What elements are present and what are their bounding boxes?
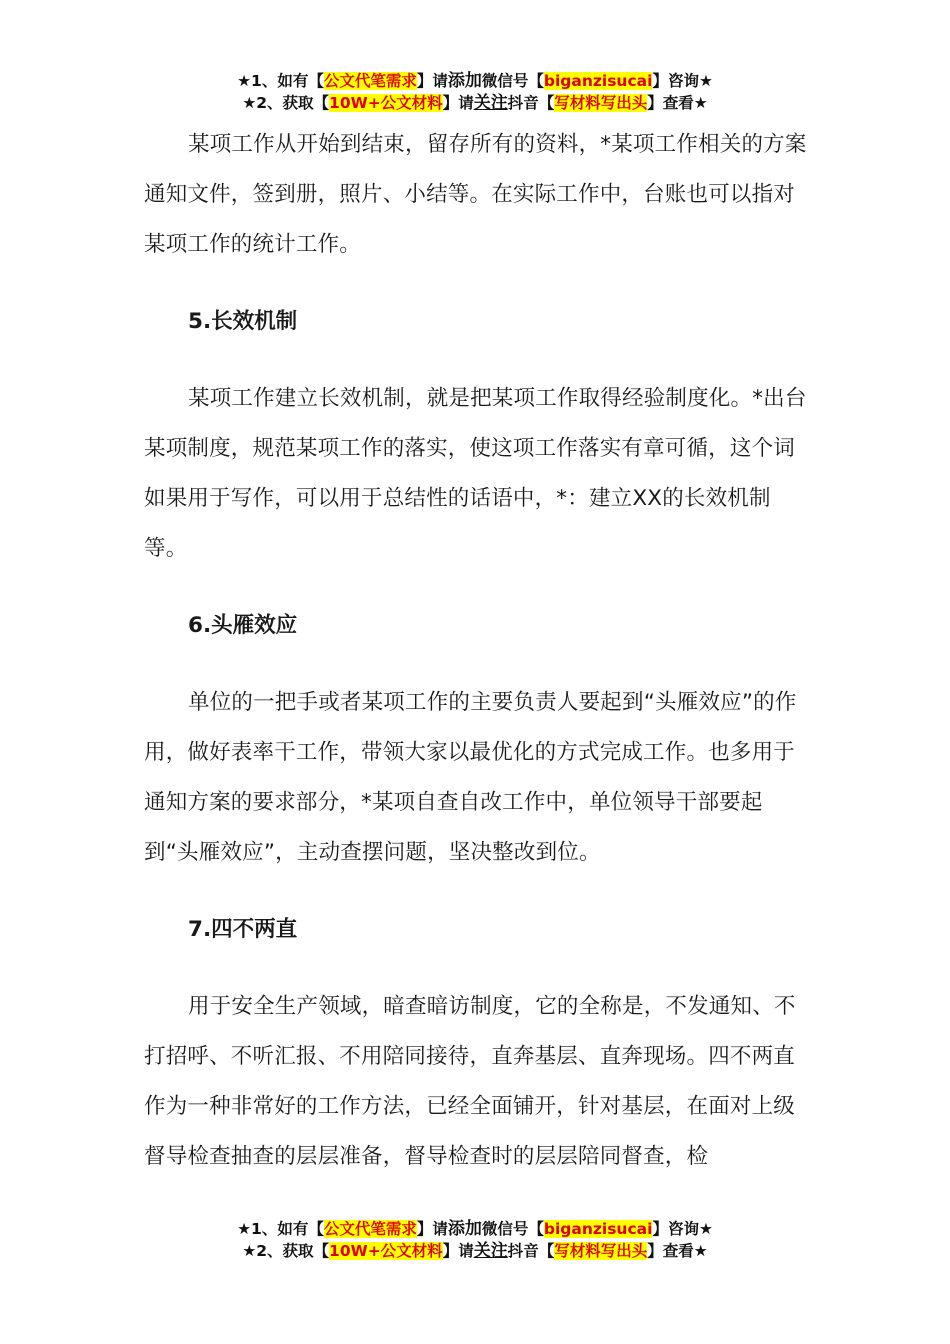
banner-text: ★2、获取【 [242,94,330,112]
banner-text: ★1、如有【 [237,72,324,90]
heading-6: 6.头雁效应 [188,613,298,638]
banner-line-1 [0,1218,950,1240]
banner-line-2 [0,92,950,114]
banner-text: ★1、如有【 [237,1220,324,1238]
footer-banner [0,1218,950,1262]
banner-emphasis: 关注 [473,93,508,113]
banner-text: 】请 [442,1242,474,1260]
banner-text: 抖音【 [507,1242,555,1260]
paragraph-3: 单位的一把手或者某项工作的主要负责人要起到“头雁效应”的作用，做好表率干工作，带领大家以最优化的方式完成工作。也多用于通知方案的要求部分，*某项自查自改工作中，单位领导干部要起到“头雁效应”，主动查摆问题，坚决整改到位。 [144,690,797,865]
banner-emphasis: 添加 [447,71,482,91]
banner-text: 微信号【 [481,72,544,90]
banner-text: 抖音【 [507,94,555,112]
banner-text: 】咨询★ [652,72,713,90]
banner-text: ★2、获取【 [242,1242,330,1260]
paragraph-2: 某项工作建立长效机制，就是把某项工作取得经验制度化。*出台某项制度，规范某项工作的落实，使这项工作落实有章可循，这个词如果用于写作，可以用于总结性的话语中，*：建立XX的长效机制等。 [144,386,807,561]
banner-text: 】咨询★ [652,1220,713,1238]
banner-text: 】请 [416,72,448,90]
banner-text: 】请 [416,1220,448,1238]
banner-line-2 [0,1240,950,1262]
paragraph-1: 某项工作从开始到结束，留存所有的资料，*某项工作相关的方案通知文件，签到册，照片、小结等。在实际工作中，台账也可以指对某项工作的统计工作。 [144,132,807,257]
banner-text: 微信号【 [481,1220,544,1238]
banner-line-1 [0,70,950,92]
banner-highlight: 公文代笔需求 [323,1220,417,1238]
banner-emphasis: 关注 [473,1241,508,1261]
document-body [144,120,808,1182]
banner-highlight-wechat-id: biganzisucai [543,72,653,90]
heading-5: 5.长效机制 [188,309,298,334]
banner-highlight-douyin: 写材料写出头 [554,94,648,112]
banner-text: 】查看★ [647,1242,708,1260]
banner-highlight: 10W+公文材料 [329,1242,443,1260]
banner-highlight: 10W+公文材料 [329,94,443,112]
banner-emphasis: 添加 [447,1219,482,1239]
banner-highlight: 公文代笔需求 [323,72,417,90]
header-banner [0,70,950,114]
heading-7: 7.四不两直 [188,917,298,942]
banner-text: 】查看★ [647,94,708,112]
banner-text: 】请 [442,94,474,112]
paragraph-4: 用于安全生产领域，暗查暗访制度，它的全称是，不发通知、不打招呼、不听汇报、不用陪同接待，直奔基层、直奔现场。四不两直作为一种非常好的工作方法，已经全面铺开，针对基层，在面对上级督导检查抽查的层层准备，督导检查时的层层陪同督查，检 [144,994,796,1169]
banner-highlight-douyin: 写材料写出头 [554,1242,648,1260]
banner-highlight-wechat-id: biganzisucai [543,1220,653,1238]
